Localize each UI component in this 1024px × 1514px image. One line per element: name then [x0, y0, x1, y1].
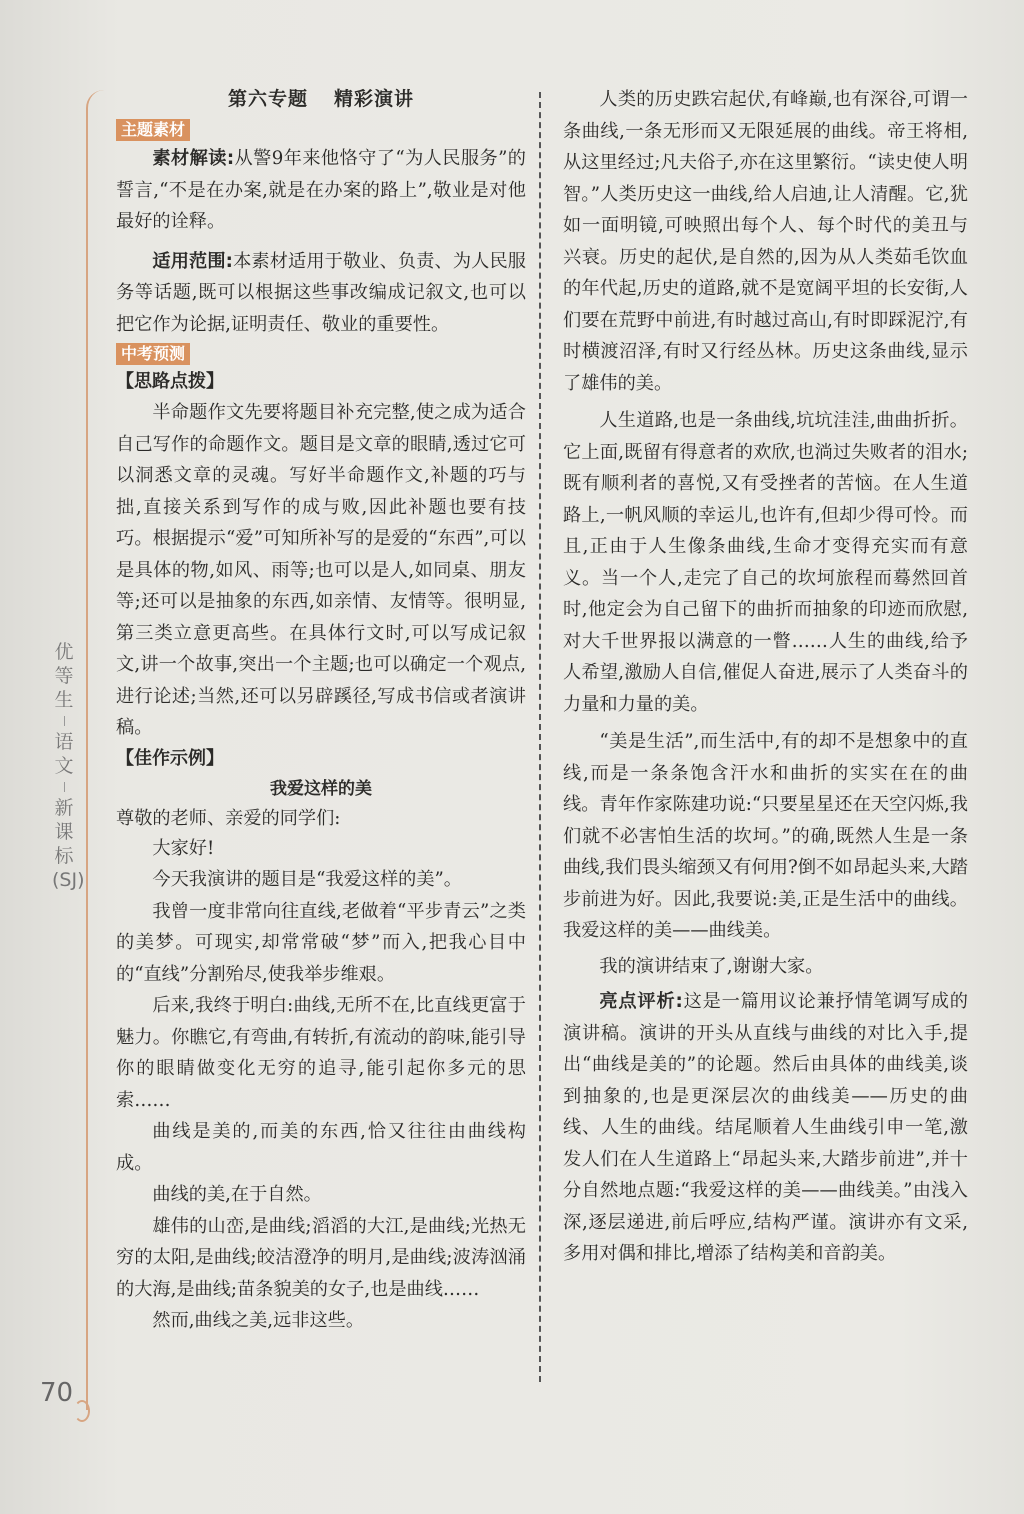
essay-paragraph: 后来,我终于明白:曲线,无所不在,比直线更富于魅力。你瞧它,有弯曲,有转折,有流动的韵味,能引导你的眼睛做变化无穷的追寻,能引起你多元的思索……	[116, 995, 526, 1111]
side-label-subject: 语文	[54, 731, 74, 777]
interpretation-label: 素材解读:	[152, 148, 235, 169]
example-heading: 【佳作示例】	[116, 747, 224, 769]
essay-paragraph: 雄伟的山峦,是曲线;滔滔的大江,是曲线;光热无穷的太阳,是曲线;皎洁澄净的明月,是曲线;波涛汹涌的大海,是曲线;苗条貌美的女子,也是曲线……	[116, 1215, 526, 1300]
side-label-edition: 新课标(SJ)	[52, 797, 85, 891]
essay-paragraph: 我的演讲结束了,谢谢大家。	[599, 955, 824, 977]
comment-paragraph	[563, 986, 968, 1270]
left-column	[116, 84, 526, 1337]
essay-paragraph: 曲线是美的,而美的东西,恰又往往由曲线构成。	[116, 1121, 526, 1174]
essay-paragraph: 大家好!	[152, 837, 215, 859]
essay-title: 我爱这样的美	[270, 778, 372, 799]
section-title	[116, 84, 526, 114]
hint-text: 半命题作文先要将题目补充完整,使之成为适合自己写作的命题作文。题目是文章的眼睛,透过它可以洞悉文章的灵魂。写好半命题作文,补题的巧与拙,直接关系到写作的成与败,因此补题也要有技巧。根据提示“爱”可知所补写的是爱的“东西”,可以是具体的物,如风、雨等;也可以是人,如同桌、朋友等;还可以是抽象的东西,如亲情、友情等。很明显,第三类立意更高些。在具体行文时,可以写成记叙文,讲一个故事,突出一个主题;也可以确定一个观点,进行论述;当然,还可以另辟蹊径,写成书信或者演讲稿。	[116, 402, 526, 738]
scope-label: 适用范围:	[152, 250, 233, 272]
side-label-series: 优等生	[54, 641, 74, 711]
margin-decoration	[86, 90, 108, 1410]
essay-paragraph: “美是生活”,而生活中,有的却不是想象中的直线,而是一条条饱含汗水和曲折的实实在在的曲线。青年作家陈建功说:“只要星星还在天空闪烁,我们就不必害怕生活的坎坷。”的确,既然人生是一条曲线,我们畏头缩颈又有何用?倒不如昂起头来,大踏步前进为好。因此,我要说:美,正是生活中的曲线。我爱这样的美——曲线美。	[563, 731, 968, 941]
comment-label: 亮点评析:	[599, 991, 683, 1012]
page-number: 70	[40, 1378, 74, 1408]
essay-paragraph: 人类的历史跌宕起伏,有峰巅,也有深谷,可谓一条曲线,一条无形而又无限延展的曲线。帝王将相,从这里经过;凡夫俗子,亦在这里繁衍。“读史使人明智。”人类历史这一曲线,给人启迪,让人清醒。它,犹如一面明镜,可映照出每个人、每个时代的美丑与兴衰。历史的起伏,是自然的,因为从人类茹毛饮血的年代起,历史的道路,就不是宽阔平坦的长安街,人们要在荒野中前进,有时越过高山,有时即踩泥泞,有时横渡沼泽,有时又行经丛林。历史这条曲线,显示了雄伟的美。	[563, 89, 968, 394]
exam-prediction-tag: 中考预测	[116, 343, 190, 365]
essay-paragraph: 我曾一度非常向往直线,老做着“平步青云”之类的美梦。可现实,却常常破“梦”而入,把我心目中的“直线”分割殆尽,使我举步维艰。	[116, 900, 526, 985]
interpretation-text: 从警9年来他恪守了“为人民服务”的誓言,“不是在办案,就是在办案的路上”,敬业是对他最好的诠释。	[116, 148, 526, 232]
hint-heading: 【思路点拨】	[116, 371, 224, 392]
scope-paragraph	[116, 246, 526, 341]
section-title-part1: 第六专题	[227, 88, 308, 110]
scope-text: 本素材适用于敬业、负责、为人民服务等话题,既可以根据这些事改编成记叙文,也可以把它作为论据,证明责任、敬业的重要性。	[116, 250, 526, 335]
essay-paragraph: 然而,曲线之美,远非这些。	[152, 1310, 365, 1331]
essay-paragraph: 人生道路,也是一条曲线,坑坑洼洼,曲曲折折。它上面,既留有得意者的欢欣,也淌过失败者的泪水;既有顺利者的喜悦,又有受挫者的苦恼。在人生道路上,一帆风顺的幸运儿,也许有,但却少得可怜。而且,正由于人生像条曲线,生命才变得充实而有意义。当一个人,走完了自己的坎坷旅程而蓦然回首时,他定会为自己留下的曲折而抽象的印迹而欣慰,对大千世界报以满意的一瞥……人生的曲线,给予人希望,激励人自信,催促人奋进,展示了人类奋斗的力量和力量的美。	[563, 410, 968, 715]
swirl-icon	[74, 1400, 90, 1422]
interpretation-paragraph	[116, 143, 526, 238]
theme-material-tag: 主题素材	[116, 119, 190, 141]
section-title-part2: 精彩演讲	[334, 88, 415, 110]
right-column	[563, 84, 968, 1270]
side-label	[52, 640, 85, 892]
essay-paragraph: 曲线的美,在于自然。	[152, 1184, 322, 1205]
essay-salutation: 尊敬的老师、亲爱的同学们:	[116, 807, 341, 829]
essay-paragraph: 今天我演讲的题目是“我爱这样的美”。	[152, 869, 462, 890]
column-divider	[539, 92, 541, 1382]
comment-text: 这是一篇用议论兼抒情笔调写成的演讲稿。演讲的开头从直线与曲线的对比入手,提出“曲线是美的”的论题。然后由具体的曲线美,谈到抽象的,也是更深层次的曲线美——历史的曲线、人生的曲线。结尾顺着人生曲线引申一笔,激发人们在人生道路上“昂起头来,大踏步前进”,并十分自然地点题:“我爱这样的美——曲线美。”由浅入深,逐层递进,前后呼应,结构严谨。演讲亦有文采,多用对偶和排比,增添了结构美和音韵美。	[563, 991, 968, 1264]
